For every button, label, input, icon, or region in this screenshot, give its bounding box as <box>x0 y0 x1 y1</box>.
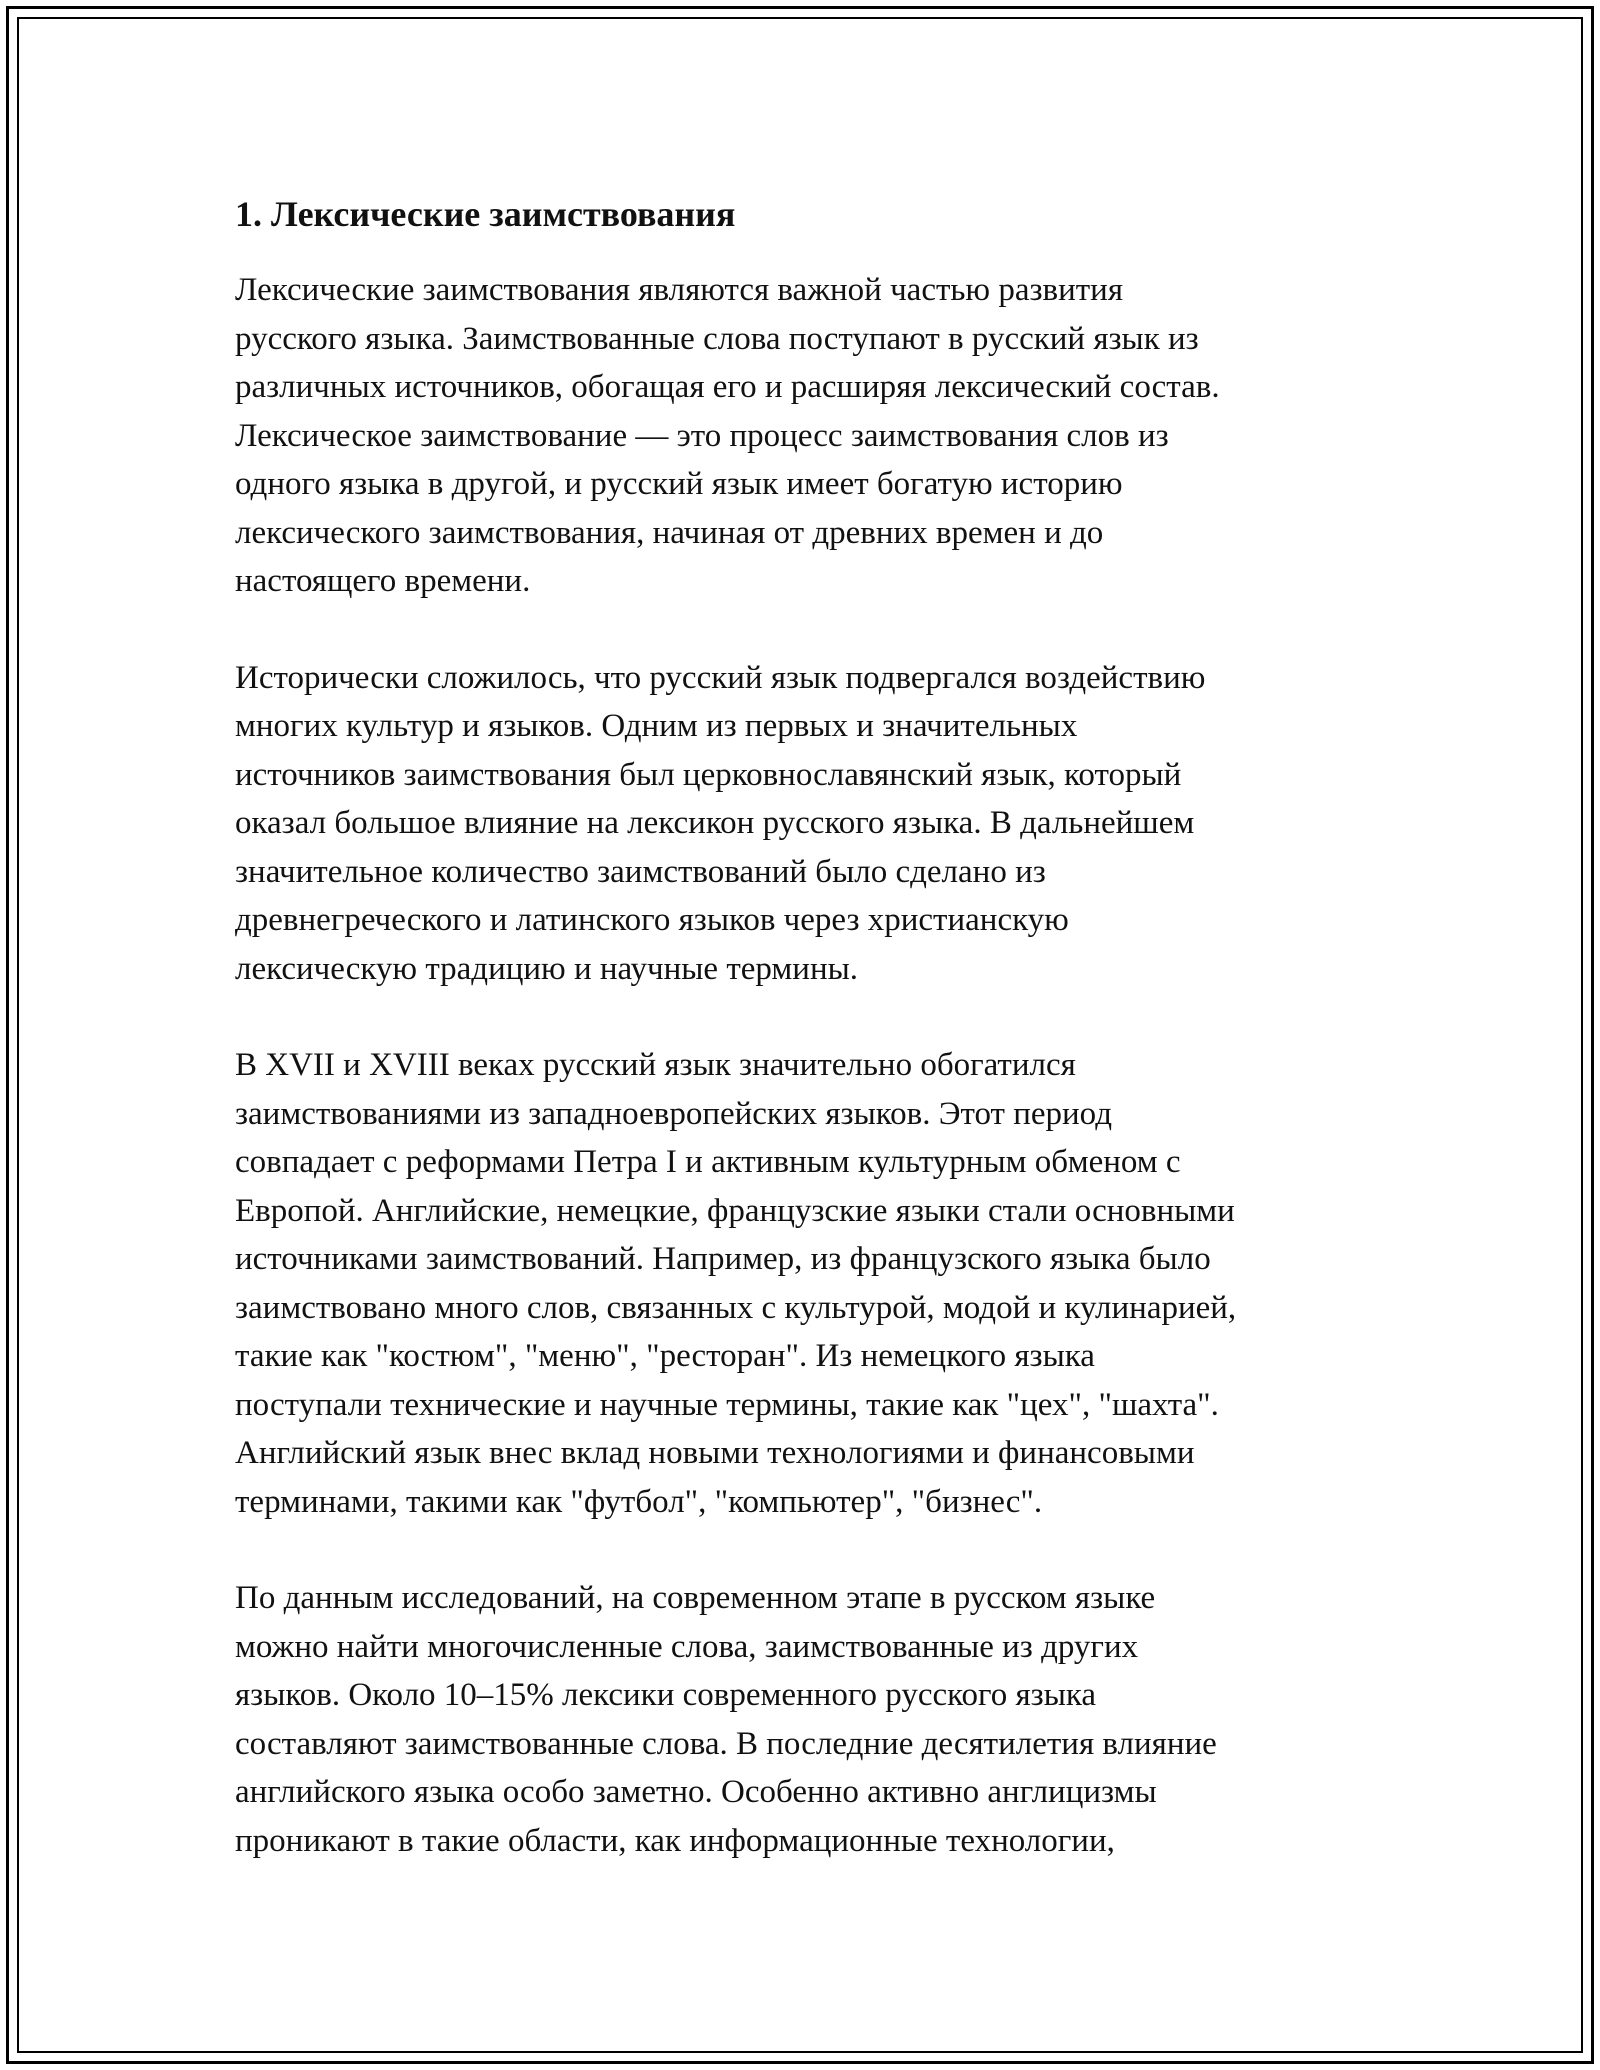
paragraph-2: Исторически сложилось, что русский язык подвергался воздействию многих культур и языков. Одним из первых и значительных источников заимствования был церковнославянский язык, который оказал большое влияние на лексикон русского языка. В дальнейшем значительное количество заимствований было сделано из древнегреческого и латинского языков через христианскую лексическую традицию и научные термины. <box>235 659 1206 987</box>
paragraph-1: Лексические заимствования являются важной частью развития русского языка. Заимствованные слова поступают в русский язык из различных источников, обогащая его и расширяя лексический состав. Лексическое заимствование — это процесс заимствования слов из одного языка в другой, и русский язык имеет богатую историю лексического заимствования, начиная от древних времен и до настоящего времени. <box>235 272 1220 599</box>
paragraph-3: В XVII и XVIII веках русский язык значительно обогатился заимствованиями из западноевропейских языков. Этот период совпадает с реформами Петра I и активным культурным обменом с Европой. Английские, немецкие, французские языки стали основными источниками заимствований. Например, из французского языка было заимствовано много слов, связанных с культурой, модой и кулинарией, такие как "костюм", "меню", "ресторан". Из немецкого языка поступали технические и научные термины, такие как "цех", "шахта". Английский язык внес вклад новыми технологиями и финансовыми терминами, такими как "футбол", "компьютер", "бизнес". <box>235 1047 1237 1520</box>
document-body <box>235 186 1395 1865</box>
section-heading: 1. Лексические заимствования <box>235 194 736 234</box>
paragraph-4: По данным исследований, на современном этапе в русском языке можно найти многочисленные слова, заимствованные из других языков. Около 10–15% лексики современного русского языка составляют заимствованные слова. В последние десятилетия влияние английского языка особо заметно. Особенно активно англицизмы проникают в такие области, как информационные технологии, <box>235 1580 1217 1859</box>
